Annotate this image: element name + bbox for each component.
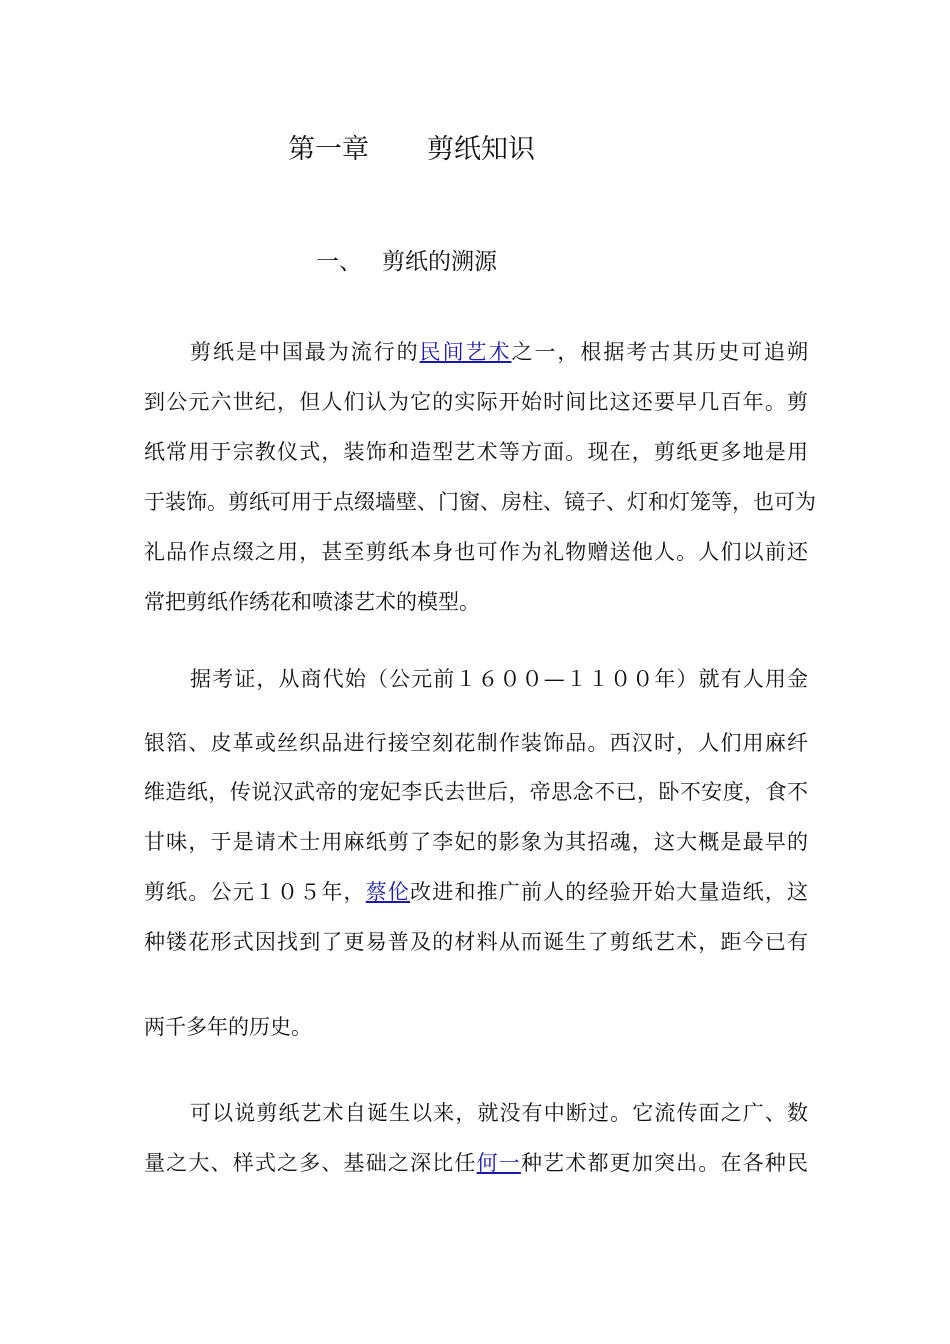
text-run: 改进和推广前人的经验开始大量造纸，这	[410, 880, 809, 904]
text-run: 种艺术都更加突出。在各种民	[520, 1151, 809, 1175]
paragraph-1-line-2: 到公元六世纪，但人们认为它的实际开始时间比这还要早几百年。剪	[144, 390, 808, 414]
text-run: 剪纸。公元１０５年，	[144, 880, 366, 904]
chapter-name: 剪纸知识	[427, 134, 535, 165]
section-number: 一、	[316, 249, 362, 275]
paragraph-3-line-2	[144, 1147, 808, 1179]
paragraph-3-line-1: 可以说剪纸艺术自诞生以来，就没有中断过。它流传面之广、数	[190, 1101, 808, 1125]
paragraph-1-line-1	[190, 336, 808, 368]
section-title	[316, 244, 497, 280]
section-name: 剪纸的溯源	[382, 249, 497, 275]
text-run: 量之大、样式之多、基础之深比任	[144, 1151, 477, 1175]
paragraph-1-line-6: 常把剪纸作绣花和喷漆艺术的模型。	[144, 590, 480, 614]
paragraph-2-line-1: 据考证，从商代始（公元前１６００—１１００年）就有人用金	[190, 667, 808, 691]
paragraph-2-line-2: 银箔、皮革或丝织品进行接空刻花制作装饰品。西汉时，人们用麻纤	[144, 731, 808, 755]
paragraph-1-line-3: 纸常用于宗教仪式，装饰和造型艺术等方面。现在，剪纸更多地是用	[144, 440, 808, 464]
any-one-link[interactable]: 何一	[476, 1151, 521, 1175]
text-run: 之一，根据考古其历史可追朔	[511, 340, 809, 364]
folk-art-link[interactable]: 民间艺术	[419, 340, 512, 364]
chapter-title	[288, 130, 535, 170]
paragraph-2-line-6: 种镂花形式因找到了更易普及的材料从而诞生了剪纸艺术，距今已有	[144, 930, 808, 954]
paragraph-2-line-5	[144, 876, 808, 908]
cai-lun-link[interactable]: 蔡伦	[365, 880, 411, 904]
paragraph-2-line-7: 两千多年的历史。	[144, 1015, 312, 1039]
chapter-number: 第一章	[288, 134, 369, 165]
paragraph-2-line-3: 维造纸，传说汉武帝的宠妃李氏去世后，帝思念不已，卧不安度，食不	[144, 780, 808, 804]
paragraph-2-line-4: 甘味，于是请术士用麻纸剪了李妃的影象为其招魂，这大概是最早的	[144, 830, 808, 854]
text-run: 剪纸是中国最为流行的	[190, 340, 420, 364]
paragraph-1-line-4: 于装饰。剪纸可用于点缀墙壁、门窗、房柱、镜子、灯和灯笼等，也可为	[144, 490, 816, 514]
paragraph-1-line-5: 礼品作点缀之用，甚至剪纸本身也可作为礼物赠送他人。人们以前还	[144, 540, 808, 564]
